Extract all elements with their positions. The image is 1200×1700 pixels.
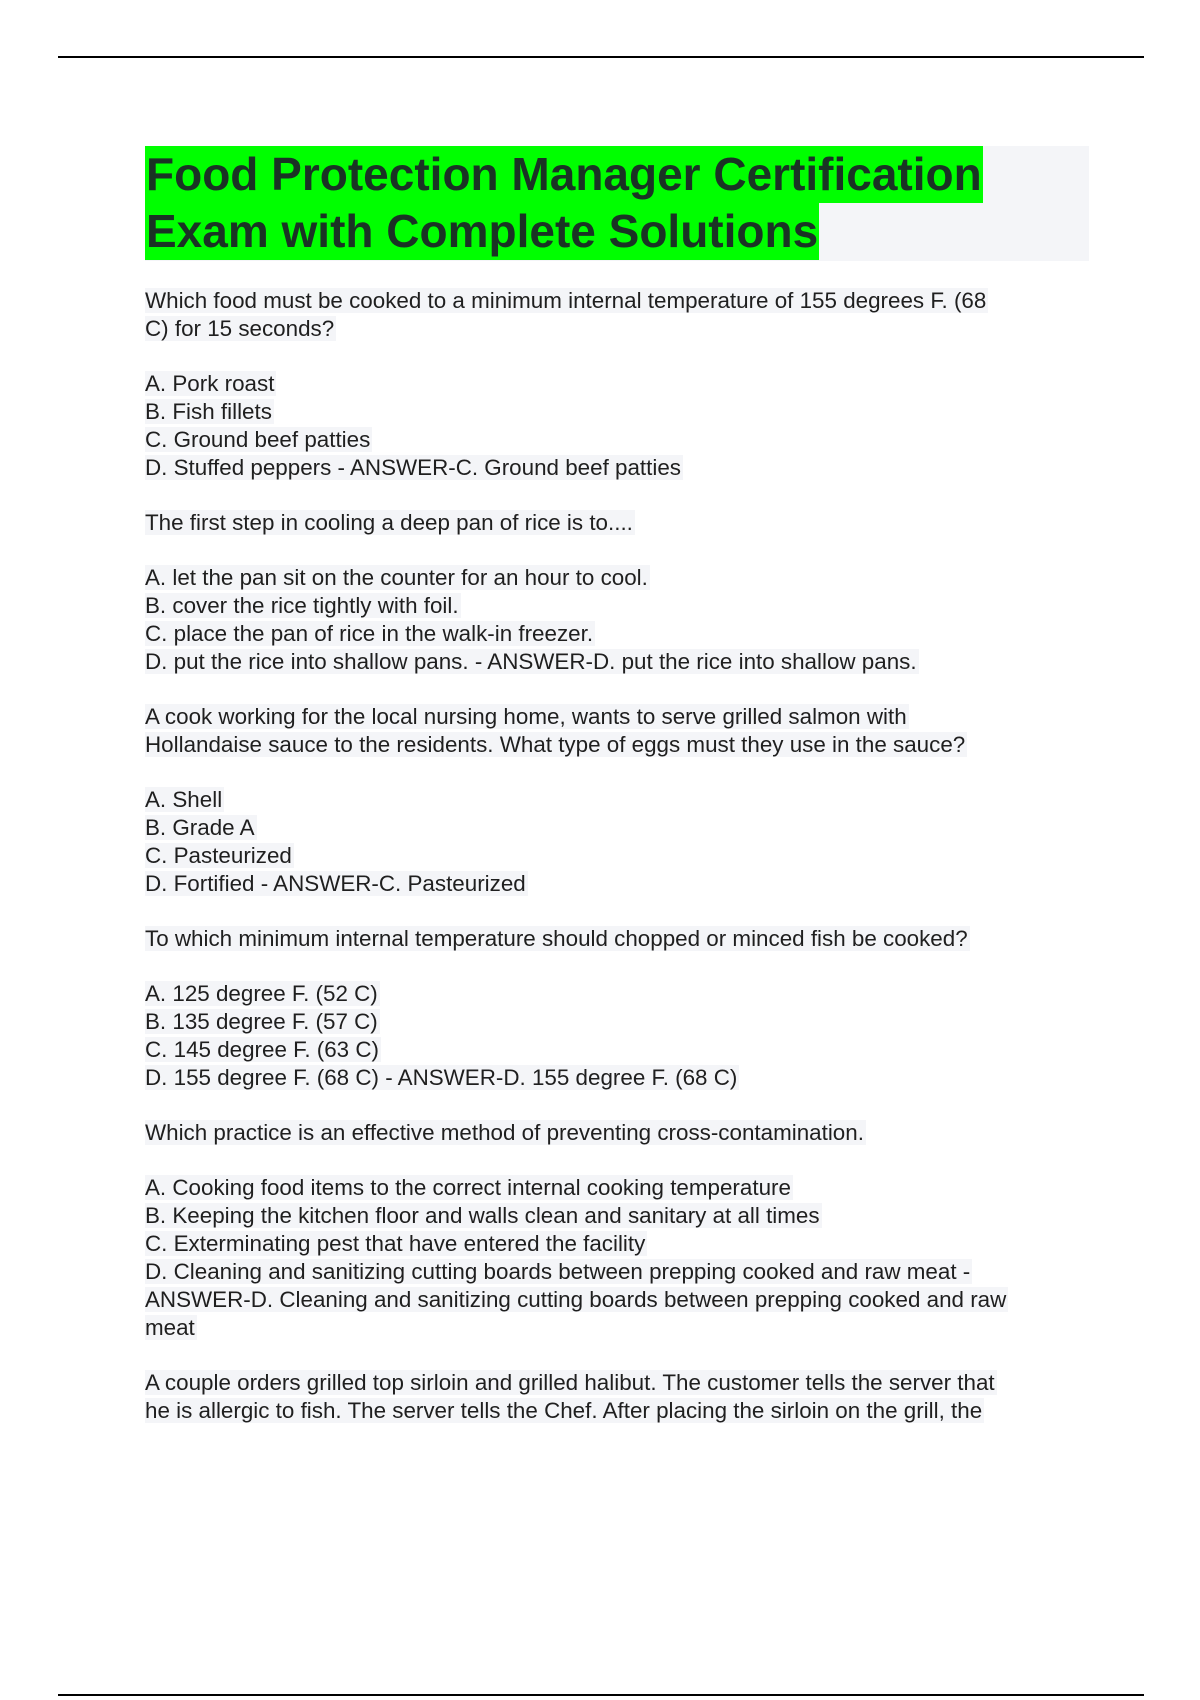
answer-option: B. Keeping the kitchen floor and walls clean and sanitary at all times [145, 1203, 820, 1228]
question-block [145, 703, 1089, 898]
answer-option: B. Fish fillets [145, 399, 272, 424]
question-block [145, 509, 1089, 676]
question-text: To which minimum internal temperature should chopped or minced fish be cooked? [145, 926, 968, 951]
answer-option: D. Stuffed peppers - ANSWER-C. Ground beef patties [145, 455, 681, 480]
question-text: C) for 15 seconds? [145, 316, 335, 341]
answer-option: A. 125 degree F. (52 C) [145, 981, 378, 1006]
question-block [145, 925, 1089, 1092]
question-text: he is allergic to fish. The server tells the Chef. After placing the sirloin on the grill, the [145, 1398, 983, 1423]
answer-option: meat [145, 1315, 195, 1340]
question-text: A couple orders grilled top sirloin and grilled halibut. The customer tells the server that [145, 1370, 995, 1395]
answer-option: A. Shell [145, 787, 223, 812]
answer-option: D. put the rice into shallow pans. - ANSWER-D. put the rice into shallow pans. [145, 649, 917, 674]
title-line: Exam with Complete Solutions [145, 203, 819, 260]
question-text: Which food must be cooked to a minimum internal temperature of 155 degrees F. (68 [145, 288, 987, 313]
answer-option: C. Ground beef patties [145, 427, 371, 452]
answer-option: C. Exterminating pest that have entered the facility [145, 1231, 646, 1256]
answer-option: C. Pasteurized [145, 843, 292, 868]
answer-option: B. 135 degree F. (57 C) [145, 1009, 378, 1034]
question-text: Which practice is an effective method of preventing cross-contamination. [145, 1120, 864, 1145]
answer-option: B. Grade A [145, 815, 255, 840]
answer-option: A. let the pan sit on the counter for an hour to cool. [145, 565, 648, 590]
title-line: Food Protection Manager Certification [145, 146, 983, 203]
document-body [145, 146, 1089, 1452]
answer-option: C. 145 degree F. (63 C) [145, 1037, 379, 1062]
answer-option: A. Pork roast [145, 371, 275, 396]
answer-option: C. place the pan of rice in the walk-in freezer. [145, 621, 594, 646]
answer-option: B. cover the rice tightly with foil. [145, 593, 459, 618]
document-title-block [145, 146, 1089, 261]
document-title [145, 146, 1089, 260]
answer-option: D. Fortified - ANSWER-C. Pasteurized [145, 871, 526, 896]
answer-option: D. Cleaning and sanitizing cutting boards between prepping cooked and raw meat - [145, 1259, 971, 1284]
answer-option: D. 155 degree F. (68 C) - ANSWER-D. 155 degree F. (68 C) [145, 1065, 738, 1090]
answer-option: ANSWER-D. Cleaning and sanitizing cutting boards between prepping cooked and raw [145, 1287, 1007, 1312]
question-text: The first step in cooling a deep pan of rice is to.... [145, 510, 633, 535]
question-text: Hollandaise sauce to the residents. What type of eggs must they use in the sauce? [145, 732, 966, 757]
answer-option: A. Cooking food items to the correct internal cooking temperature [145, 1175, 791, 1200]
footer-rule [58, 1694, 1144, 1696]
question-text: A cook working for the local nursing home, wants to serve grilled salmon with [145, 704, 907, 729]
question-block [145, 1369, 1089, 1425]
header-rule [58, 56, 1144, 58]
question-block [145, 1119, 1089, 1342]
question-block [145, 287, 1089, 482]
